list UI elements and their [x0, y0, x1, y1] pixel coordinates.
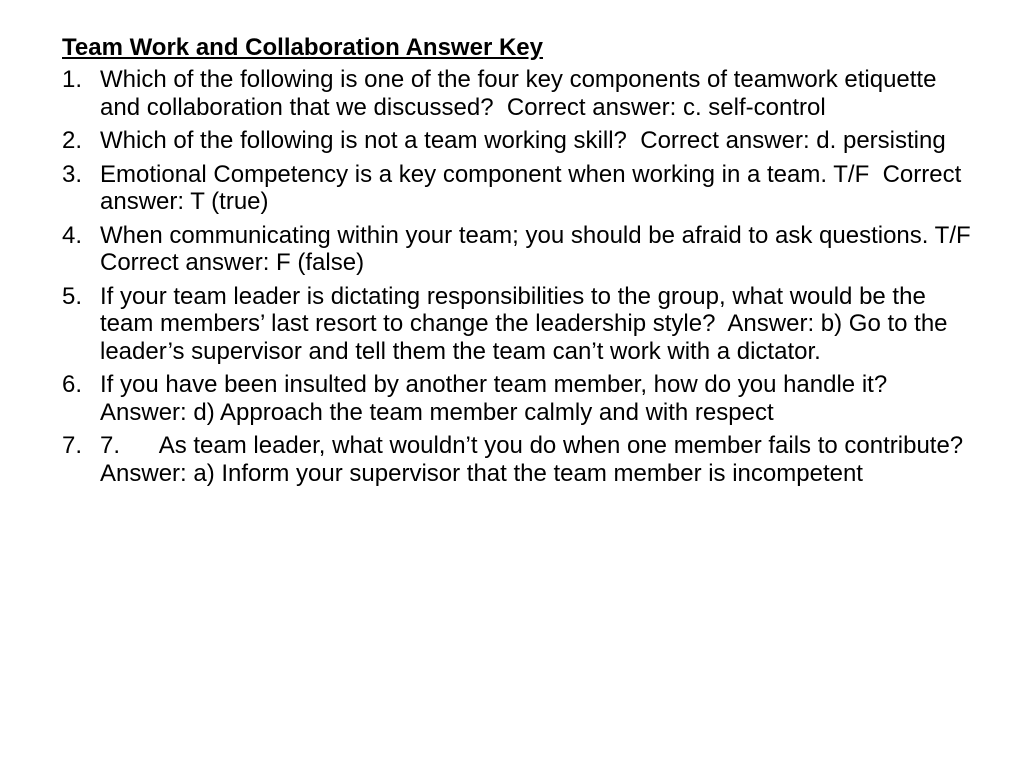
question-number: 5.	[62, 282, 83, 310]
question-item	[62, 66, 982, 121]
question-list	[62, 66, 982, 487]
slide-content	[62, 34, 982, 493]
question-item	[62, 283, 982, 366]
question-text: If your team leader is dictating responsibilities to the group, what would be the team members’ last resort to change the leadership style? Answer: b) Go to the leader’s supervisor and tell them the team can’t work with a dictator.	[100, 282, 955, 365]
question-text: 7. As team leader, what wouldn’t you do when one member fails to contribute? Answer: a) Inform your supervisor that the team member is incompetent	[100, 432, 976, 487]
question-number: 7.	[62, 432, 83, 459]
question-text: Emotional Competency is a key component when working in a team. T/F Correct answer: T (true)	[100, 160, 968, 215]
question-number: 3.	[62, 160, 83, 188]
question-number: 2.	[62, 127, 83, 154]
question-text: Which of the following is one of the four key components of teamwork etiquette and collaboration that we discussed? Correct answer: c. self-control	[100, 66, 944, 121]
question-item	[62, 432, 982, 487]
question-item	[62, 371, 982, 426]
question-number: 1.	[62, 66, 83, 93]
question-text: Which of the following is not a team working skill? Correct answer: d. persisting	[100, 127, 946, 154]
question-number: 6.	[62, 371, 83, 398]
question-text: When communicating within your team; you should be afraid to ask questions. T/F Correct answer: F (false)	[100, 221, 984, 276]
question-number: 4.	[62, 221, 83, 249]
page-title: Team Work and Collaboration Answer Key	[62, 34, 543, 61]
question-item	[62, 222, 982, 277]
question-item	[62, 161, 982, 216]
question-item	[62, 127, 982, 155]
question-text: If you have been insulted by another team member, how do you handle it? Answer: d) Approach the team member calmly and with respect	[100, 371, 900, 426]
